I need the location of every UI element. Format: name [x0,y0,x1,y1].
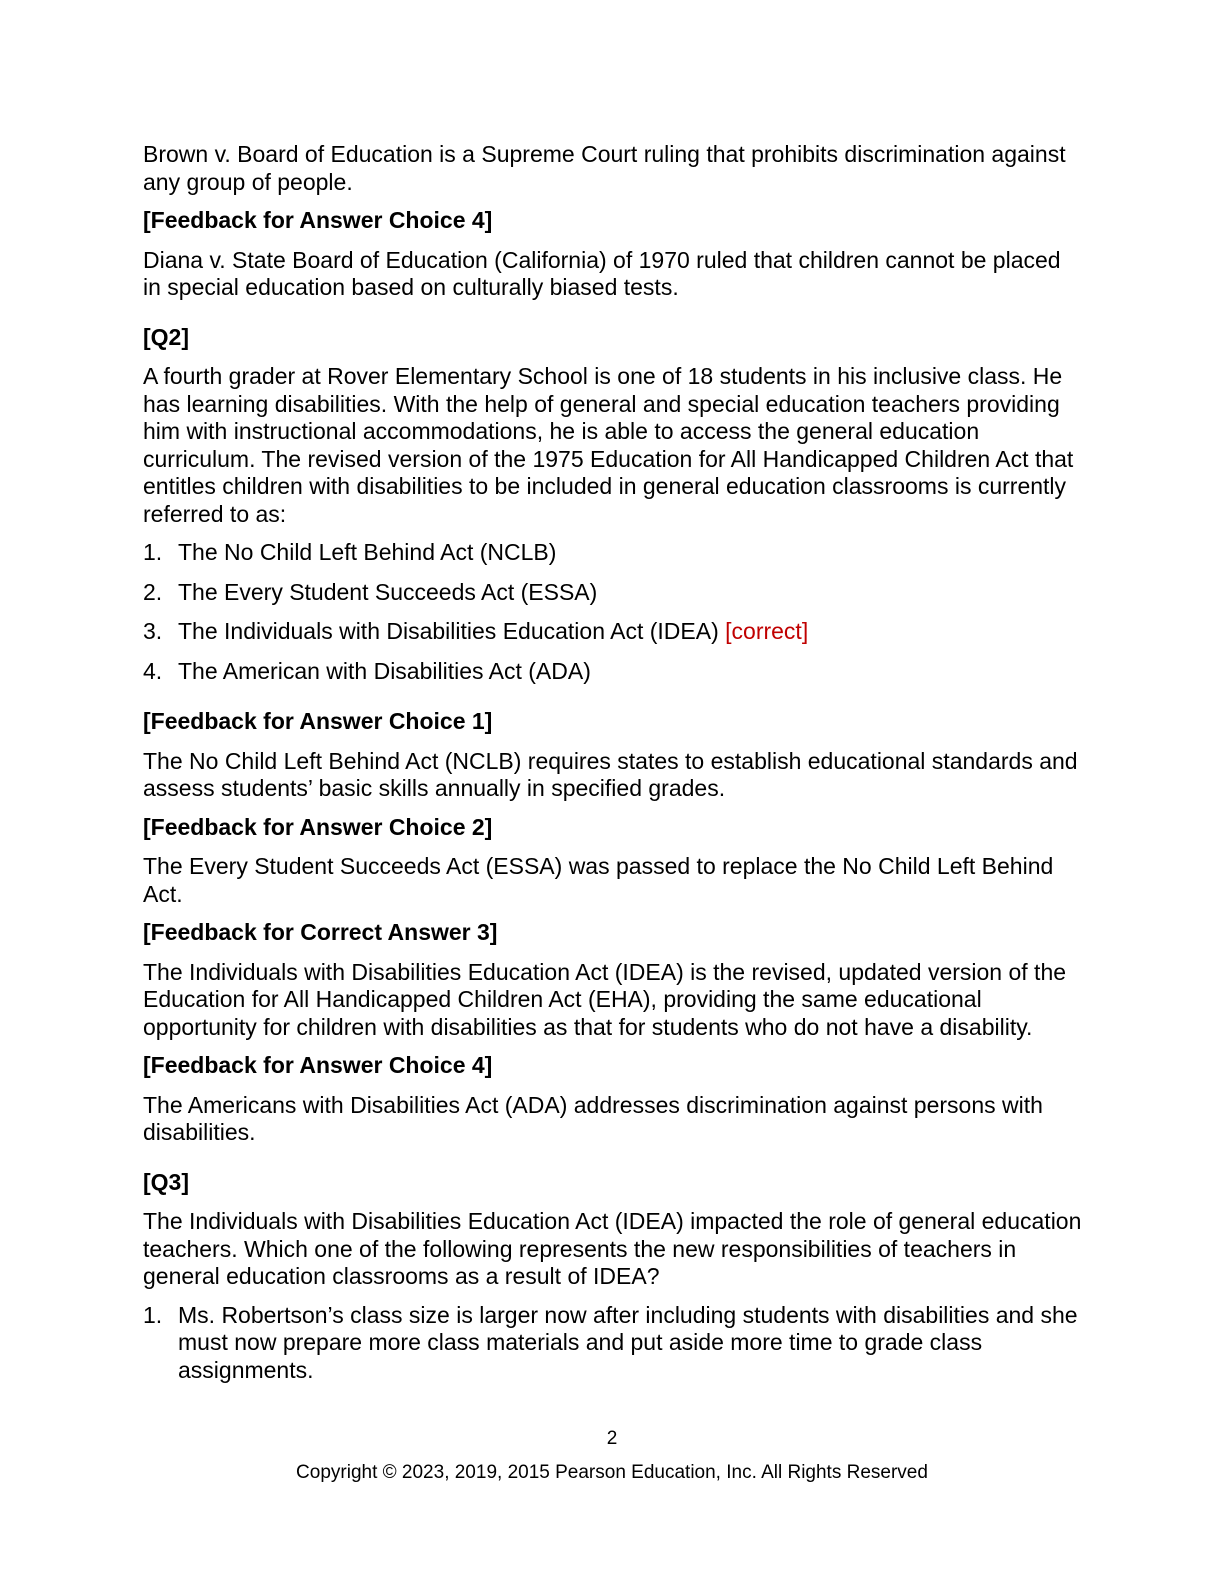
q3-choices [143,1302,1083,1385]
page-number: 2 [606,1428,618,1449]
q1-feedback-3-text: Brown v. Board of Education is a Supreme Court ruling that prohibits discrimination against any group of people. [143,141,1066,195]
q2-choice-3 [143,618,1083,646]
q2-feedback-3-heading: [Feedback for Correct Answer 3] [143,919,498,945]
q2-feedback-3-text: The Individuals with Disabilities Education Act (IDEA) is the revised, updated version of the Education for All Handicapped Children Act (EHA), providing the same educational opportunity for children with disabilities as that for students who do not have a disability. [143,958,1067,1040]
q2-choice-4-text: The American with Disabilities Act (ADA) [178,657,591,684]
q2-label: [Q2] [143,323,189,350]
correct-answer-tag: [correct] [725,618,809,644]
q2-choice-2 [143,579,1083,607]
q2-choice-4-number: 4. [143,657,163,684]
q2-choice-1 [143,539,1083,567]
q2-choice-2-text: The Every Student Succeeds Act (ESSA) [178,578,598,605]
q3-choice-1-number: 1. [143,1301,163,1328]
copyright-notice: Copyright © 2023, 2019, 2015 Pearson Education, Inc. All Rights Reserved [296,1462,928,1483]
q2-feedback-1-heading: [Feedback for Answer Choice 1] [143,708,493,734]
q1-feedback-4-heading: [Feedback for Answer Choice 4] [143,207,493,233]
q3-choice-1 [143,1302,1083,1385]
q2-feedback-1-text: The No Child Left Behind Act (NCLB) requires states to establish educational standards and assess students’ basic skills annually in specified grades. [143,747,1078,801]
q2-stem: A fourth grader at Rover Elementary School is one of 18 students in his inclusive class. He has learning disabilities. With the help of general and special education teachers providing him with instructional accommodations, he is able to access the general education curriculum. The revised version of the 1975 Education for All Handicapped Children Act that entitles children with disabilities to be included in general education classrooms is currently referred to as: [143,363,1074,527]
q3-stem: The Individuals with Disabilities Education Act (IDEA) impacted the role of general education teachers. Which one of the following represents the new responsibilities of teachers in general education classrooms as a result of IDEA? [143,1208,1082,1289]
q3-label: [Q3] [143,1168,189,1195]
q2-choice-1-number: 1. [143,539,163,565]
q3-choice-1-text: Ms. Robertson’s class size is larger now after including students with disabilities and she must now prepare more class materials and put aside more time to grade class assignments. [178,1301,1078,1383]
q2-choice-3-number: 3. [143,618,163,644]
q2-choices [143,539,1083,685]
q2-feedback-4-text: The Americans with Disabilities Act (ADA) addresses discrimination against persons with disabilities. [143,1091,1043,1145]
q2-feedback-2-text: The Every Student Succeeds Act (ESSA) was passed to replace the No Child Left Behind Act. [143,853,1054,907]
q2-choice-3-text: The Individuals with Disabilities Education Act (IDEA) [178,618,719,644]
q2-choice-2-number: 2. [143,578,163,605]
q2-feedback-4-heading: [Feedback for Answer Choice 4] [143,1052,493,1078]
q2-choice-4 [143,658,1083,686]
q2-feedback-2-heading: [Feedback for Answer Choice 2] [143,813,493,840]
document-body [143,141,1083,1384]
q1-feedback-4-text: Diana v. State Board of Education (California) of 1970 ruled that children cannot be placed in special education based on culturally biased tests. [143,246,1061,300]
q2-choice-1-text: The No Child Left Behind Act (NCLB) [178,539,557,565]
